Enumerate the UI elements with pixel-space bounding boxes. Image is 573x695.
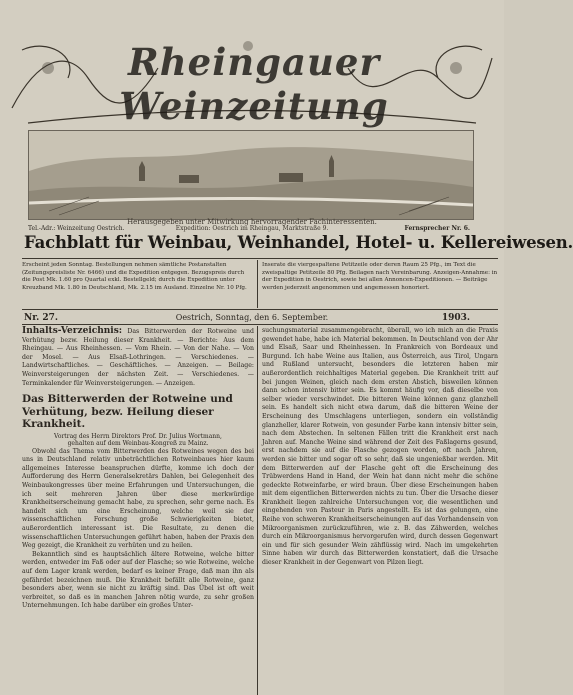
issue-year: 1903. xyxy=(441,313,470,323)
issue-number: Nr. 27. xyxy=(24,313,59,323)
article-paragraph: Obwohl das Thema vom Bitterwerden des Rotweines wegen des bei uns in Deutschland relativ unbeträchtlichen Rotweinbaues hier kaum allgemeines Interesse beanspruchen dürfte, komme ich doch der Aufforderung des Herrn Generalsekretärs Dahlen, bei Gelegenheit des Weinbaukongresses über meine Erfahrungen und Untersuchungen, die ich seit mehreren Jahren über diese merkwürdige Krankheitserscheinung gemacht habe, zu sprechen, sehr gerne nach. Es handelt sich um eine Erscheinung, welche weil sie der wissenschaftlichen Forschung große Schwierigkeiten bietet, außerordentlich interessant ist. Die Resultate, zu denen die wissenschaftlichen Untersuchungen geführt haben, haben der Praxis den Weg gezeigt, die Krankheit zu verhüten und zu heilen. xyxy=(22,447,254,550)
subscription-info: Erscheint jeden Sonntag. Bestellungen nehmen sämtliche Postanstalten (Zeitungspreisliste Nr. 6466) und die Expedition entgegen. Bezugspreis durch die Post Mk. 1.60 pro Quartal exkl. Bestellgeld; durch die Expedition unter Kreuzband Mk. 1.80 in Deutschland, Mk. 2.15 im Ausland. Einzelne Nr. 10 Pfg. xyxy=(22,262,247,291)
divider xyxy=(22,324,498,325)
right-column xyxy=(262,327,498,568)
expedition-address: Expedition: Oestrich im Rheingau, Marktstraße 9. xyxy=(175,225,329,232)
contents-heading: Inhalts-Verzeichnis: xyxy=(22,326,123,336)
subtitle-line: Herausgegeben unter Mitwirkung hervorragender Fachinteressenten. xyxy=(127,218,377,226)
article-paragraph: suchungsmaterial zusammengebracht, überall, wo ich mich an die Praxis gewendet habe, habe ich Material bekommen. In Deutschland von der Ahr und Elsaß, Saar und Rheinhessen. In Frankreich von Bordeaux und Burgund. Ich habe Weine aus Italien, aus Österreich, aus Tirol, Ungarn und Rußland untersucht, besonders die letzteren haben mir außerordentlich reichhaltiges Material gegeben. Die Krankheit tritt auf bei jungen Weinen, gleich nach dem ersten Abstich, bisweilen können dann schon intensiv bitter sein. Es kommt häufig vor, daß dieselbe von selber wieder verschwindet. Die bitteren Weine können ganz glanzhell sein. Es handelt sich nicht etwa darum, daß die bitteren Weine der Erscheinung des Umschlagens unterliegen, sondern ein vollständig glanzheller, klarer Rotwein, von gesunder Farbe kann intensiv bitter sein, nach dem Abstechen. In seltenen Fällen tritt die Krankheit erst nach Jahren auf. Manche Weine sind während der Zeit des Faßlagerns gesund, erst nachdem sie auf die Flasche gezogen worden, oft nach Jahren, werden sie bitter und sogar oft so sehr, daß sie ungenießbar werden. Mit dem Bitterwerden auf der Flasche geht oft die Erscheinung des Trübwerdens Hand in Hand, der Wein hat dann nicht mehr die schöne gedeckte Rotweinfarbe, er wird braun. Über diese Erscheinungen haben mit dem eigentlichen Bitterwerden nichts zu tun. Über die Ursache dieser Krankheit liegen zahlreiche Untersuchungen vor, die wesentlichen und eingehenden von Pasteur in Paris angestellt. Es ist das gelungen, eine Reihe von schweren Krankheitserscheinungen auf das Vorhandensein von Mikroorganismen zurückzuführen, wie z. B. das Zähwerden, welches durch ein Mikroorganismus hervorgerufen wird, durch dessen Gegenwart ein und für sich gesunder Wein zähflüssig wird. Nach im umgekehrten Sinne haben wir durch das Bitterwerden konstatiert, daß die Ursache dieser Krankheit in der Gegenwart von Pilzen liegt. xyxy=(262,327,498,567)
article-venue: gehalten auf dem Weinbau-Kongreß zu Mainz. xyxy=(67,440,209,448)
newspaper-title: Rheingauer Weinzeitung xyxy=(119,40,389,128)
issue-date: Oestrich, Sonntag, den 6. September. xyxy=(175,313,329,322)
tagline: Fachblatt für Weinbau, Weinhandel, Hotel- u. Kellereiwesen. xyxy=(24,233,573,252)
advertising-info: Inserate die viergespaltene Petitzeile oder deren Raum 25 Pfg., im Text die zweispaltige Petitzeile 80 Pfg. Beilagen nach Vereinbarung. Anzeigen-Annahme: in der Expedition in Oestrich, sowie bei allen Annoncen-Expeditionen. — Beiträge werden jederzeit angenommen und angemessen honoriert. xyxy=(262,262,498,291)
left-column xyxy=(22,327,254,611)
divider xyxy=(22,258,498,259)
contents-text: Das Bitterwerden der Rotweine und Verhütung bezw. Heilung dieser Krankheit. — Berichte: Aus dem Rheingau. — Aus Rheinhessen. — Vom Rhein. — Von der Nahe. — Von der Mosel. — Aus Elsaß-Lothringen. — Verschiedenes. — Landwirtschaftliches. — Geschäftliches. — Anzeigen. — Beilage: Weinversteigerungen der nächsten Zeit. — Verschiedenes. — Terminkalender für Weinversteigerungen. — Anzeigen. xyxy=(22,328,254,387)
phone-number: Fernsprecher Nr. 6. xyxy=(404,225,470,232)
divider xyxy=(257,260,258,308)
divider xyxy=(22,309,498,310)
article-byline: Vortrag des Herrn Direktors Prof. Dr. Julius Wortmann, xyxy=(54,432,222,440)
article-headline: Das Bitterwerden der Rotweine und Verhütung, bezw. Heilung dieser Krankheit. xyxy=(22,393,233,431)
article-paragraph: Bekanntlich sind es hauptsächlich ältere Rotweine, welche bitter werden, entweder im Faß oder auf der Flasche; so wie Rotweine, welche auf dem Lager krank werden, bedarf es keiner Frage, daß man ihn als gefährdet bezeichnen muß. Die Krankheit befällt alle Rotweine, ganz besonders aber, wenn sie nicht zu kräftig sind. Das Übel ist oft weit verbreitet, so daß es in manchen Jahren nötig wurde, zu sehr großen Unternehmungen. Ich habe darüber ein großes Unter- xyxy=(22,550,254,610)
column-divider xyxy=(257,326,258,695)
telegram-address: Tel.-Adr.: Weinzeitung Oestrich. xyxy=(28,225,125,232)
rhine-landscape-illustration xyxy=(28,130,474,220)
